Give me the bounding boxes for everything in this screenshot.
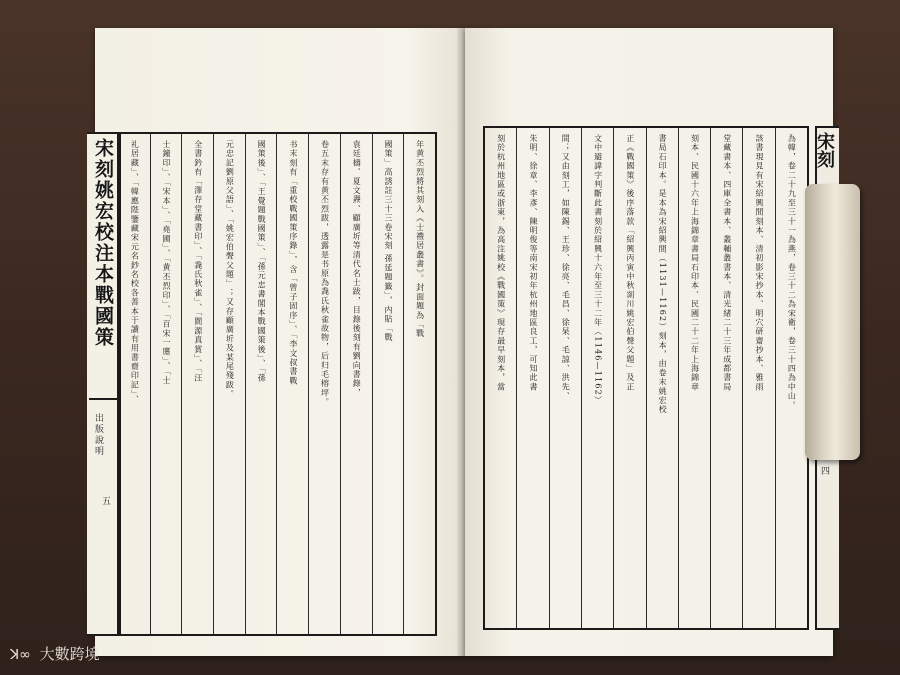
right-column [646, 128, 678, 628]
left-text-frame [117, 132, 437, 636]
right-column-text: 刻本、民國十六年上海錦章書局石印本、民國二十二年上海錦章 [690, 134, 700, 392]
page-weight-stick [805, 184, 860, 460]
left-column-text: 袁廷檮、夏文燾、顧廣圻等清代名士跋，目錄後刻有劉向書錄， [352, 140, 362, 398]
left-column-text: 元忠記劉原父語」、「姚宏伯聲父題」；又存顧廣圻及某尾殘跋。 [225, 140, 235, 399]
right-column-text: 堂藏書本、四庫全書本、叢輔叢書本、清光緒二十三年成都書局 [722, 134, 732, 392]
left-column [181, 134, 213, 634]
right-column [710, 128, 742, 628]
left-column-text: 卷五末存有黄丕烈跋，透露是书原為毳氏秋雀故物，后归毛榕坪。 [320, 140, 330, 407]
right-column-text: 正《戰國策》後序落款「紹興丙寅中秋剡川姚宏伯聲父題」及正 [625, 134, 635, 392]
right-text-frame [483, 126, 809, 630]
left-column [340, 134, 372, 634]
left-column [150, 134, 182, 634]
left-column [308, 134, 340, 634]
left-column [213, 134, 245, 634]
left-spine-divider [89, 398, 119, 400]
right-column-text: 書局石印本。是本為宋紹興間（1131—1162）刻本，由卷末姚宏校 [658, 134, 668, 415]
right-text-columns [485, 128, 807, 628]
left-column-text: 國策」高誘註三十三卷宋刻 孫延題籤」，内貼「戰 [383, 140, 393, 343]
left-column-text: 礼居藏」、「韓應陛鑒藏宋元名鈔名校各善本于讀有用書齋印記」、 [130, 140, 140, 404]
right-column [516, 128, 548, 628]
left-column [372, 134, 404, 634]
right-column [775, 128, 807, 628]
left-column [119, 134, 150, 634]
left-column-text: 國策後」、「王覺題戰國策」、「孫元忠書閣本戰國策後」、「孫 [257, 140, 267, 383]
right-column [678, 128, 710, 628]
left-column-text: 书末刻有「重校戰國策序錄」，含「曾子固序」、「李文叔書戰 [288, 140, 298, 386]
left-page [92, 28, 465, 656]
right-column [613, 128, 645, 628]
left-column [276, 134, 308, 634]
left-column-text: 士鐘印」、「宋本」、「堯圃」、「黄丕烈印」、「百宋一廛」、「士 [162, 140, 172, 386]
right-column-text: 為韓，卷二十九至三十一為燕，卷三十二為宋衛，卷三十四為中山。 [787, 134, 797, 410]
left-text-columns [119, 134, 435, 634]
kloo-logo-icon: ꓘ∞ [10, 647, 31, 663]
watermark [10, 643, 100, 664]
right-column-text: 該書現見有宋紹興間刻本、清初影宋抄本、明穴研齋抄本、雅雨 [755, 134, 765, 392]
left-column [245, 134, 277, 634]
left-page-number: 五 [100, 496, 110, 505]
right-column-text: 朱明、徐章、李彥、陳明俊等南宋初年杭州地區良工，可知此書 [528, 134, 538, 392]
right-spine-title: 宋刻 [814, 132, 835, 168]
right-column [549, 128, 581, 628]
right-page-number: 四 [819, 466, 829, 475]
right-column [485, 128, 516, 628]
open-book [92, 28, 835, 656]
left-column-text: 年黄丕烈將其刻入《士禮居叢書》。封面題為「戰 [415, 140, 425, 339]
right-page [465, 28, 833, 656]
right-column [742, 128, 774, 628]
right-column-text: 刻於杭州地區或浙東，為高注姚校《戰國策》現存最早刻本，當 [496, 134, 506, 392]
left-spine-title: 宋刻姚宏校注本戰國策 [92, 138, 114, 348]
right-column-text: 間；又由刻工，如陳錫、王珍、徐亮、毛昌、徐杲、毛諒、洪先、 [561, 134, 571, 401]
left-column-text: 全書鈐有「澤存堂藏書印」、「毳氏秋雀」、「閬源真賞」、「汪 [193, 140, 203, 383]
right-column [581, 128, 613, 628]
watermark-text: 大數跨境 [39, 645, 100, 663]
right-column-text: 文中避諱字判斷此書刻於紹興十六年至三十二年（1146—1162） [593, 134, 603, 406]
left-spine-label: 出版說明 [93, 413, 103, 457]
left-column [403, 134, 435, 634]
